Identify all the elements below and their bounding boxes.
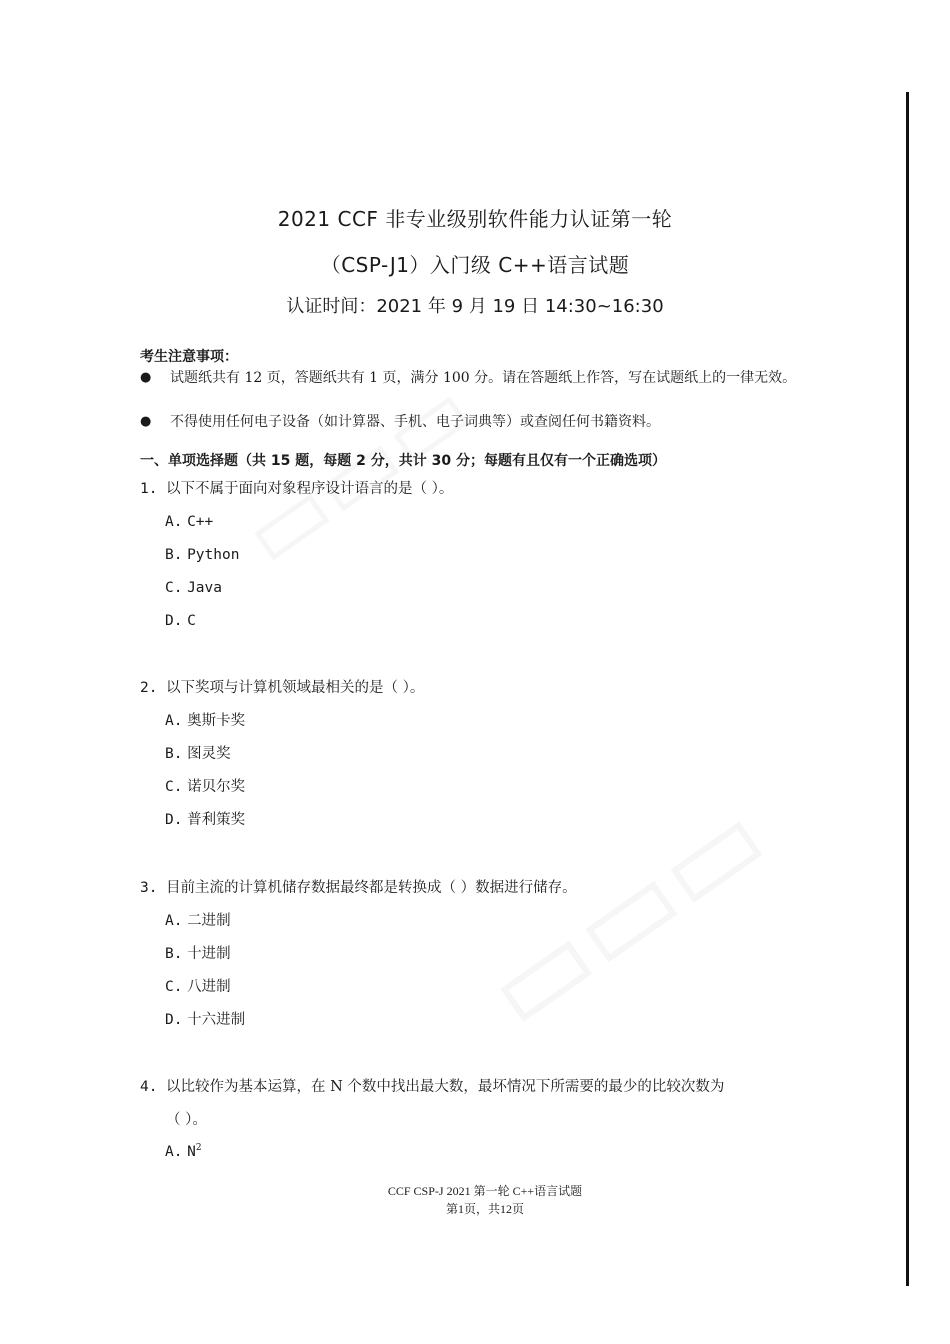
option-label: D.	[165, 812, 183, 828]
option-1d	[165, 611, 196, 631]
question-text: 以下奖项与计算机领域最相关的是（ ）。	[166, 680, 425, 696]
option-label: B.	[165, 946, 183, 962]
option-label: A.	[165, 1144, 183, 1160]
option-2d	[165, 810, 245, 830]
notice-item	[140, 411, 840, 433]
option-label: D.	[165, 613, 183, 629]
option-label: B.	[165, 746, 183, 762]
option-2b	[165, 744, 231, 764]
question-number: 1.	[140, 481, 158, 497]
watermark	[461, 772, 790, 1056]
option-label: C.	[165, 580, 183, 596]
bullet-icon: ●	[140, 414, 152, 429]
option-text: 普利策奖	[187, 812, 246, 828]
option-text: Java	[187, 580, 222, 596]
option-text: 十进制	[187, 946, 231, 962]
option-1a	[165, 512, 213, 532]
page-number: 第1页，共12页	[445, 1202, 524, 1216]
option-text: 奥斯卡奖	[187, 713, 246, 729]
question-3	[140, 877, 830, 899]
exam-subtitle: （CSP-J1）入门级 C++语言试题	[320, 253, 630, 277]
notice-text: 不得使用任何电子设备（如计算器、手机、电子词典等）或查阅任何书籍资料。	[170, 414, 660, 430]
question-text: 以下不属于面向对象程序设计语言的是（ ）。	[166, 481, 454, 497]
option-text: C++	[187, 514, 214, 530]
question-number: 3.	[140, 880, 158, 896]
section-heading: 一、单项选择题（共 15 题，每题 2 分，共计 30 分；每题有且仅有一个正确选项）	[140, 453, 666, 469]
bullet-icon: ●	[140, 370, 152, 385]
option-3c	[165, 977, 231, 997]
question-text: （ ）。	[166, 1112, 207, 1128]
question-number: 4.	[140, 1079, 158, 1095]
question-2	[140, 677, 830, 699]
option-label: B.	[165, 547, 183, 563]
question-text: 目前主流的计算机储存数据最终都是转换成（ ）数据进行储存。	[166, 880, 577, 896]
notice-heading: 考生注意事项：	[140, 349, 238, 365]
option-1c	[165, 578, 222, 598]
option-label: C.	[165, 779, 183, 795]
exam-time: 认证时间：2021 年 9 月 19 日 14:30~16:30	[286, 296, 664, 317]
question-text: 以比较作为基本运算，在 N 个数中找出最大数，最坏情况下所需要的最少的比较次数为	[166, 1079, 725, 1095]
option-text: N	[187, 1144, 196, 1160]
option-4a	[165, 1142, 202, 1162]
option-text: 二进制	[187, 913, 231, 929]
notice-item	[140, 367, 840, 411]
option-label: A.	[165, 514, 183, 530]
option-1b	[165, 545, 239, 565]
superscript: 2	[195, 1143, 202, 1154]
notice-text: 试题纸共有 12 页，答题纸共有 1 页，满分 100 分。请在答题纸上作答，写在试题纸上的一律无效。	[170, 370, 797, 386]
option-text: 十六进制	[187, 1012, 246, 1028]
question-1	[140, 478, 830, 500]
question-number: 2.	[140, 680, 158, 696]
question-4-continuation	[140, 1109, 830, 1131]
option-label: C.	[165, 979, 183, 995]
question-4	[140, 1076, 830, 1098]
option-label: D.	[165, 1012, 183, 1028]
option-label: A.	[165, 713, 183, 729]
exam-title: 2021 CCF 非专业级别软件能力认证第一轮	[277, 207, 673, 231]
option-text: Python	[187, 547, 240, 563]
option-2c	[165, 777, 245, 797]
option-text: 图灵奖	[187, 746, 231, 762]
option-text: C	[187, 613, 196, 629]
option-label: A.	[165, 913, 183, 929]
option-3d	[165, 1010, 245, 1030]
option-text: 诺贝尔奖	[187, 779, 246, 795]
option-text: 八进制	[187, 979, 231, 995]
footer-title: CCF CSP-J 2021 第一轮 C++语言试题	[387, 1184, 583, 1198]
option-3b	[165, 944, 231, 964]
option-3a	[165, 911, 231, 931]
option-2a	[165, 711, 245, 731]
